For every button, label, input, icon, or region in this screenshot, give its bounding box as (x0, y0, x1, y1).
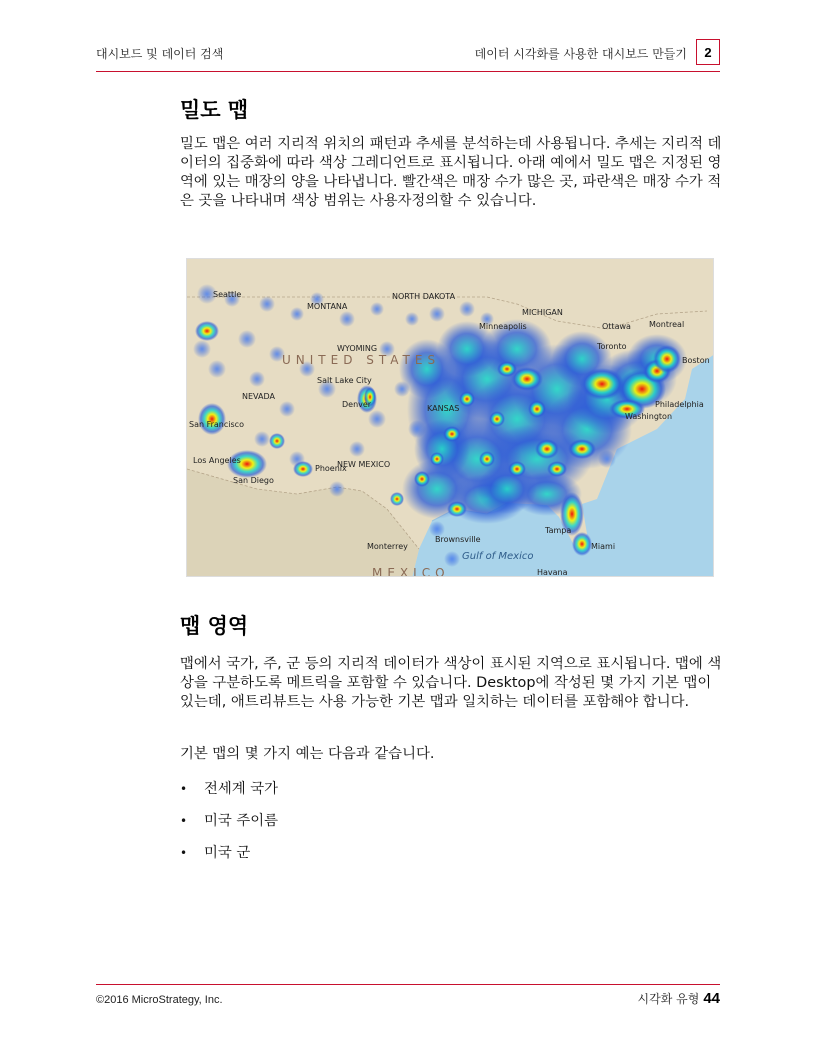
map-label-philadelphia: Philadelphia (655, 400, 704, 409)
footer-section-label: 시각화 유형 (637, 992, 700, 1006)
running-header-left: 대시보드 및 데이터 검색 (96, 47, 224, 61)
heat-blob (572, 532, 592, 556)
heat-blob (430, 452, 444, 466)
heat-blob (447, 501, 467, 517)
map-label-salt-lake: Salt Lake City (317, 376, 372, 385)
footer-page-number: 44 (703, 990, 720, 1007)
heat-blob (489, 411, 505, 427)
heat-blob (290, 307, 304, 321)
list-item: • 미국 군 (180, 842, 278, 874)
heat-blob (193, 340, 211, 358)
map-label-tampa: Tampa (545, 526, 572, 535)
list-item: • 전세계 국가 (180, 778, 278, 810)
heat-blob (459, 391, 475, 407)
map-label-kansas: KANSAS (427, 404, 460, 413)
heat-blob (598, 450, 616, 468)
heat-blob (429, 306, 445, 322)
heat-blob (444, 551, 460, 567)
heat-blob (394, 381, 410, 397)
map-label-san-francisco: San Francisco (189, 420, 244, 429)
list-item: • 미국 주이름 (180, 810, 278, 842)
heat-blob (568, 439, 596, 459)
heat-blob (508, 461, 526, 477)
running-header-right: 데이터 시각화를 사용한 대시보드 만들기 (474, 47, 687, 61)
footer-rule (96, 984, 720, 985)
density-map-paragraph: 밀도 맵은 여러 지리적 위치의 패턴과 추세를 분석하는데 사용됩니다. 추세는 지리적 데이터의 집중화에 따라 색상 그레디언트로 표시됩니다. 아래 예에서 밀도 맵은 지정된 영역에 있는 매장의 양을 나타냅니다. 빨간색은 매장 수가 많은 곳, 파란색은 매장 수가 적은 곳을 나타내며 색상 범위는 사용자정의할 수 있습니다. (180, 136, 722, 209)
map-label-phoenix: Phoenix (315, 464, 347, 473)
map-label-mexico: MEXICO (372, 566, 450, 577)
map-label-united-states: UNITED STATES (282, 353, 441, 367)
map-label-ottawa: Ottawa (602, 322, 631, 331)
bullet-icon: • (180, 846, 188, 860)
map-area-intro: 기본 맵의 몇 가지 예는 다음과 같습니다. (180, 746, 435, 762)
heat-blob (459, 301, 475, 317)
map-label-seattle: Seattle (213, 290, 242, 299)
heat-blob (259, 296, 275, 312)
heat-blob (339, 311, 355, 327)
heat-blob (443, 426, 461, 442)
map-label-montana: MONTANA (307, 302, 348, 311)
map-label-san-diego: San Diego (233, 476, 274, 485)
heat-blob (370, 302, 384, 316)
chapter-number-box: 2 (696, 39, 720, 65)
heat-blob (479, 451, 495, 467)
heat-blob (198, 403, 226, 435)
header-rule (96, 71, 720, 72)
map-label-montreal: Montreal (649, 320, 685, 329)
heat-blob (349, 441, 365, 457)
heat-blob (547, 461, 567, 477)
heat-blob (414, 471, 430, 487)
density-map-image (186, 258, 714, 577)
heat-blob (195, 321, 219, 341)
heading-map-area: 맵 영역 (180, 614, 249, 638)
map-label-denver: Denver (342, 400, 372, 409)
heat-blob (580, 368, 624, 400)
map-label-washington: Washington (625, 412, 673, 421)
map-label-gulf: Gulf of Mexico (462, 551, 534, 562)
heat-blob (269, 433, 285, 449)
map-label-boston: Boston (682, 356, 710, 365)
heat-blob (238, 330, 256, 348)
heat-blob (208, 360, 226, 378)
heat-blob (293, 461, 313, 477)
heat-blob (279, 401, 295, 417)
map-label-north-dakota: NORTH DAKOTA (392, 292, 456, 301)
heat-blob (254, 431, 270, 447)
heat-blob (535, 439, 559, 459)
map-label-toronto: Toronto (597, 342, 627, 351)
map-label-minneapolis: Minneapolis (479, 322, 527, 331)
heat-blob (653, 345, 681, 373)
heat-blob (497, 361, 517, 377)
heat-blob (405, 312, 419, 326)
footer-page-info (638, 990, 720, 1007)
map-label-monterrey: Monterrey (367, 542, 408, 551)
footer-copyright: ©2016 MicroStrategy, Inc. (96, 994, 223, 1006)
heat-blob (329, 481, 345, 497)
heat-blob (249, 371, 265, 387)
map-label-havana: Havana (537, 568, 568, 577)
heat-blob (477, 464, 537, 514)
map-label-miami: Miami (591, 542, 616, 551)
density-map-svg (187, 259, 714, 577)
map-label-brownsville: Brownsville (435, 535, 481, 544)
map-label-los-angeles: Los Angeles (193, 456, 241, 465)
bullet-icon: • (180, 814, 188, 828)
map-label-wyoming: WYOMING (337, 344, 378, 353)
heading-density-map: 밀도 맵 (180, 98, 249, 122)
heat-blob (528, 400, 546, 418)
bullet-icon: • (180, 782, 188, 796)
heat-blob (390, 492, 404, 506)
map-label-michigan: MICHIGAN (522, 308, 563, 317)
heat-blob (368, 410, 386, 428)
heat-blob (408, 420, 426, 438)
map-area-paragraph: 맵에서 국가, 주, 군 등의 지리적 데이터가 색상이 표시된 지역으로 표시됩니다. 맵에 색상을 구분하도록 메트릭을 포함할 수 있습니다. Desktop에 작성된 몇 가지 기본 맵이 있는데, 애트리뷰트는 사용 가능한 기본 맵과 일치하는 데이터를 포함해야 합니다. (180, 656, 722, 710)
basemap-list (180, 778, 278, 874)
map-label-new-mexico: NEW MEXICO (337, 460, 391, 469)
map-label-nevada: NEVADA (242, 392, 275, 401)
